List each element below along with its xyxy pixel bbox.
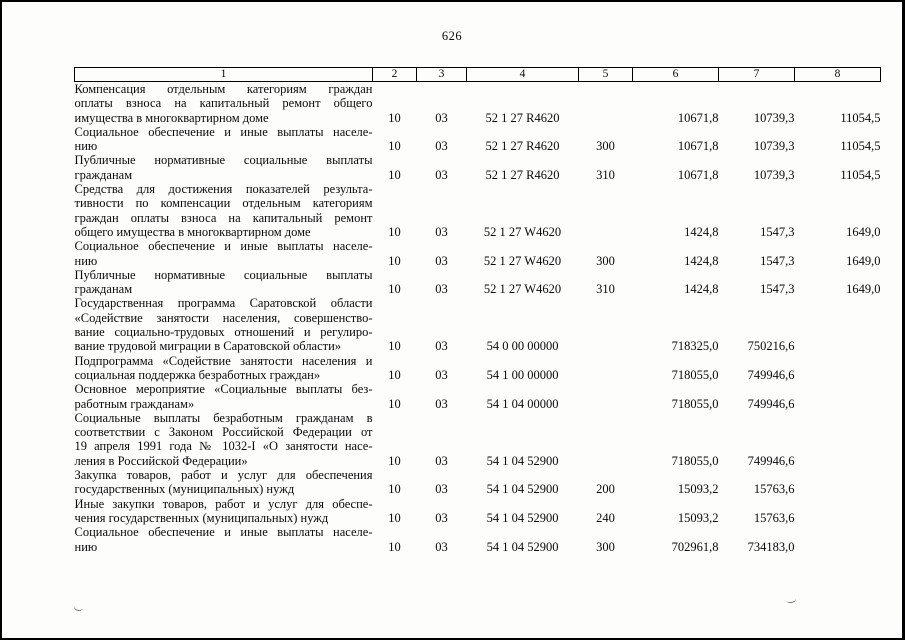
cell-expense-type-code: 300 (596, 539, 615, 554)
description-line: Закупка товаров, работ и услуг для обеспечения (74, 468, 373, 483)
cell-target-article-code: 54 1 00 00000 (486, 367, 559, 382)
description-line: тивности по компенсации отдельным категориям (74, 196, 373, 211)
description-line: граждан оплаты взноса на капитальный ремонт (74, 210, 373, 225)
table-row (75, 153, 881, 182)
description-line: гражданам (74, 167, 133, 182)
cell-target-article-code: 54 1 04 52900 (486, 482, 559, 497)
description-line: Социальное обеспечение и иные выплаты населе- (74, 525, 373, 540)
cell-amount-year3: 1649,0 (846, 224, 881, 239)
cell-description (75, 497, 373, 526)
column-number-header: 2 (373, 68, 417, 82)
column-number-header: 4 (467, 68, 579, 82)
cell-amount-year2: 750216,6 (747, 339, 795, 354)
table-row (75, 268, 881, 297)
cell-subsection-code: 03 (435, 482, 448, 497)
column-number-header: 6 (633, 68, 719, 82)
cell-expense-type-code (579, 296, 633, 353)
table-header-row (75, 68, 881, 82)
description-line: нию (74, 539, 98, 554)
cell-target-article-code: 54 1 04 00000 (486, 396, 559, 411)
description-line: Публичные нормативные социальные выплаты (74, 153, 373, 168)
cell-amount-year2: 15763,6 (753, 510, 795, 525)
cell-expense-type-code: 300 (596, 139, 615, 154)
cell-amount-year3 (795, 354, 881, 383)
column-number-header: 1 (75, 68, 373, 82)
description-line: имущества в многоквартирном доме (74, 110, 269, 125)
table-row (75, 125, 881, 154)
cell-amount-year1: 718055,0 (671, 453, 719, 468)
cell-amount-year3: 1649,0 (846, 253, 881, 268)
page-number: 626 (441, 29, 463, 43)
cell-section-code: 10 (388, 367, 401, 382)
cell-amount-year2: 15763,6 (753, 482, 795, 497)
description-line: Подпрограмма «Содействие занятости населения и (74, 353, 373, 368)
cell-description (75, 182, 373, 239)
description-line: Публичные нормативные социальные выплаты (74, 267, 373, 282)
cell-target-article-code: 54 1 04 52900 (486, 510, 559, 525)
cell-description (75, 153, 373, 182)
description-line: соответствии с Законом Российской Федерации от (74, 425, 373, 440)
cell-expense-type-code (579, 182, 633, 239)
cell-subsection-code: 03 (435, 396, 448, 411)
cell-amount-year3: 11054,5 (840, 110, 881, 125)
cell-amount-year2: 1547,3 (760, 253, 795, 268)
scan-artifact (73, 602, 84, 612)
cell-amount-year2: 749946,6 (747, 367, 795, 382)
scan-artifact (785, 595, 796, 604)
cell-expense-type-code: 240 (596, 510, 615, 525)
description-line: Средства для достижения показателей результа- (74, 182, 373, 197)
cell-amount-year2: 734183,0 (747, 539, 795, 554)
description-line: Основное мероприятие «Социальные выплаты без- (74, 382, 373, 397)
cell-subsection-code: 03 (435, 453, 448, 468)
cell-amount-year1: 702961,8 (671, 539, 719, 554)
cell-amount-year1: 10671,8 (677, 167, 719, 182)
cell-expense-type-code: 300 (596, 253, 615, 268)
cell-target-article-code: 52 1 27 W4620 (483, 253, 562, 268)
description-line: общего имущества в многоквартирном доме (74, 224, 311, 239)
cell-amount-year1: 1424,8 (684, 282, 719, 297)
column-number-header: 3 (417, 68, 467, 82)
cell-subsection-code: 03 (435, 339, 448, 354)
description-line: Социальное обеспечение и иные выплаты населе- (74, 239, 373, 254)
description-line: государственных (муниципальных) нужд (74, 482, 295, 497)
cell-description (75, 468, 373, 497)
description-line: социальная поддержка безработных граждан» (74, 367, 321, 382)
cell-target-article-code: 52 1 27 R4620 (485, 139, 560, 154)
description-line: нию (74, 139, 98, 154)
cell-amount-year1: 1424,8 (684, 224, 719, 239)
cell-amount-year2: 10739,3 (753, 110, 795, 125)
cell-expense-type-code (579, 382, 633, 411)
cell-description (75, 268, 373, 297)
table-row (75, 182, 881, 239)
cell-subsection-code: 03 (435, 510, 448, 525)
cell-amount-year2: 1547,3 (760, 224, 795, 239)
cell-subsection-code: 03 (435, 282, 448, 297)
cell-amount-year1: 15093,2 (677, 482, 719, 497)
cell-description (75, 125, 373, 154)
cell-subsection-code: 03 (435, 167, 448, 182)
description-line: Компенсация отдельным категориям граждан (74, 82, 373, 96)
cell-section-code: 10 (388, 510, 401, 525)
description-line: работным гражданам» (74, 396, 195, 411)
cell-description (75, 82, 373, 125)
cell-target-article-code: 54 1 04 52900 (486, 539, 559, 554)
description-line: вание трудовой миграции в Саратовской области» (74, 339, 342, 354)
cell-description (75, 525, 373, 554)
cell-expense-type-code: 310 (596, 167, 615, 182)
table-row (75, 411, 881, 468)
cell-amount-year2: 10739,3 (753, 167, 795, 182)
cell-section-code: 10 (388, 539, 401, 554)
cell-section-code: 10 (388, 396, 401, 411)
cell-amount-year3 (795, 468, 881, 497)
description-line: чения государственных (муниципальных) нужд (74, 510, 329, 525)
cell-description (75, 354, 373, 383)
description-line: «Содействие занятости населения, совершенство- (74, 310, 373, 325)
cell-target-article-code: 52 1 27 R4620 (485, 110, 560, 125)
table-row (75, 497, 881, 526)
description-line: нию (74, 253, 98, 268)
cell-description (75, 239, 373, 268)
cell-amount-year3 (795, 382, 881, 411)
cell-expense-type-code (579, 411, 633, 468)
cell-section-code: 10 (388, 339, 401, 354)
cell-subsection-code: 03 (435, 253, 448, 268)
cell-section-code: 10 (388, 110, 401, 125)
description-line: Государственная программа Саратовской области (74, 296, 373, 311)
cell-amount-year1: 10671,8 (677, 139, 719, 154)
cell-section-code: 10 (388, 224, 401, 239)
table-row (75, 468, 881, 497)
cell-target-article-code: 52 1 27 W4620 (483, 282, 562, 297)
cell-amount-year1: 10671,8 (677, 110, 719, 125)
cell-section-code: 10 (388, 482, 401, 497)
cell-amount-year3 (795, 296, 881, 353)
cell-amount-year1: 718055,0 (671, 367, 719, 382)
cell-target-article-code: 54 0 00 00000 (486, 339, 559, 354)
cell-expense-type-code (579, 82, 633, 125)
cell-amount-year1: 718055,0 (671, 396, 719, 411)
cell-amount-year3: 1649,0 (846, 282, 881, 297)
cell-subsection-code: 03 (435, 110, 448, 125)
cell-subsection-code: 03 (435, 539, 448, 554)
cell-amount-year1: 1424,8 (684, 253, 719, 268)
cell-target-article-code: 52 1 27 W4620 (483, 224, 562, 239)
cell-description (75, 382, 373, 411)
table-row (75, 82, 881, 125)
table-row (75, 382, 881, 411)
cell-subsection-code: 03 (435, 139, 448, 154)
description-line: вание социально-трудовых отношений и регулиро- (74, 325, 373, 340)
cell-section-code: 10 (388, 167, 401, 182)
column-number-header: 5 (579, 68, 633, 82)
description-line: 19 апреля 1991 года № 1032-I «О занятости насе- (74, 439, 373, 454)
budget-appropriations-table (74, 67, 881, 554)
description-line: Иные закупки товаров, работ и услуг для обеспе- (74, 496, 373, 511)
cell-amount-year2: 749946,6 (747, 396, 795, 411)
description-line: оплаты взноса на капитальный ремонт общего (74, 96, 373, 111)
cell-amount-year3 (795, 497, 881, 526)
cell-amount-year3 (795, 411, 881, 468)
table-row (75, 239, 881, 268)
cell-section-code: 10 (388, 253, 401, 268)
table-row (75, 354, 881, 383)
cell-subsection-code: 03 (435, 224, 448, 239)
description-line: Социальное обеспечение и иные выплаты населе- (74, 124, 373, 139)
cell-description (75, 411, 373, 468)
description-line: гражданам (74, 282, 133, 297)
table-row (75, 525, 881, 554)
description-line: ления в Российской Федерации» (74, 453, 248, 468)
cell-target-article-code: 52 1 27 R4620 (485, 167, 560, 182)
cell-amount-year3: 11054,5 (840, 139, 881, 154)
cell-section-code: 10 (388, 139, 401, 154)
table-row (75, 296, 881, 353)
cell-target-article-code: 54 1 04 52900 (486, 453, 559, 468)
cell-amount-year2: 1547,3 (760, 282, 795, 297)
cell-section-code: 10 (388, 453, 401, 468)
cell-amount-year2: 10739,3 (753, 139, 795, 154)
column-number-header: 7 (719, 68, 795, 82)
cell-section-code: 10 (388, 282, 401, 297)
cell-amount-year1: 718325,0 (671, 339, 719, 354)
cell-amount-year1: 15093,2 (677, 510, 719, 525)
column-number-header: 8 (795, 68, 881, 82)
cell-amount-year2: 749946,6 (747, 453, 795, 468)
cell-description (75, 296, 373, 353)
cell-expense-type-code: 310 (596, 282, 615, 297)
cell-amount-year3: 11054,5 (840, 167, 881, 182)
cell-amount-year3 (795, 525, 881, 554)
cell-expense-type-code: 200 (596, 482, 615, 497)
cell-subsection-code: 03 (435, 367, 448, 382)
cell-expense-type-code (579, 354, 633, 383)
description-line: Социальные выплаты безработным гражданам в (74, 410, 373, 425)
